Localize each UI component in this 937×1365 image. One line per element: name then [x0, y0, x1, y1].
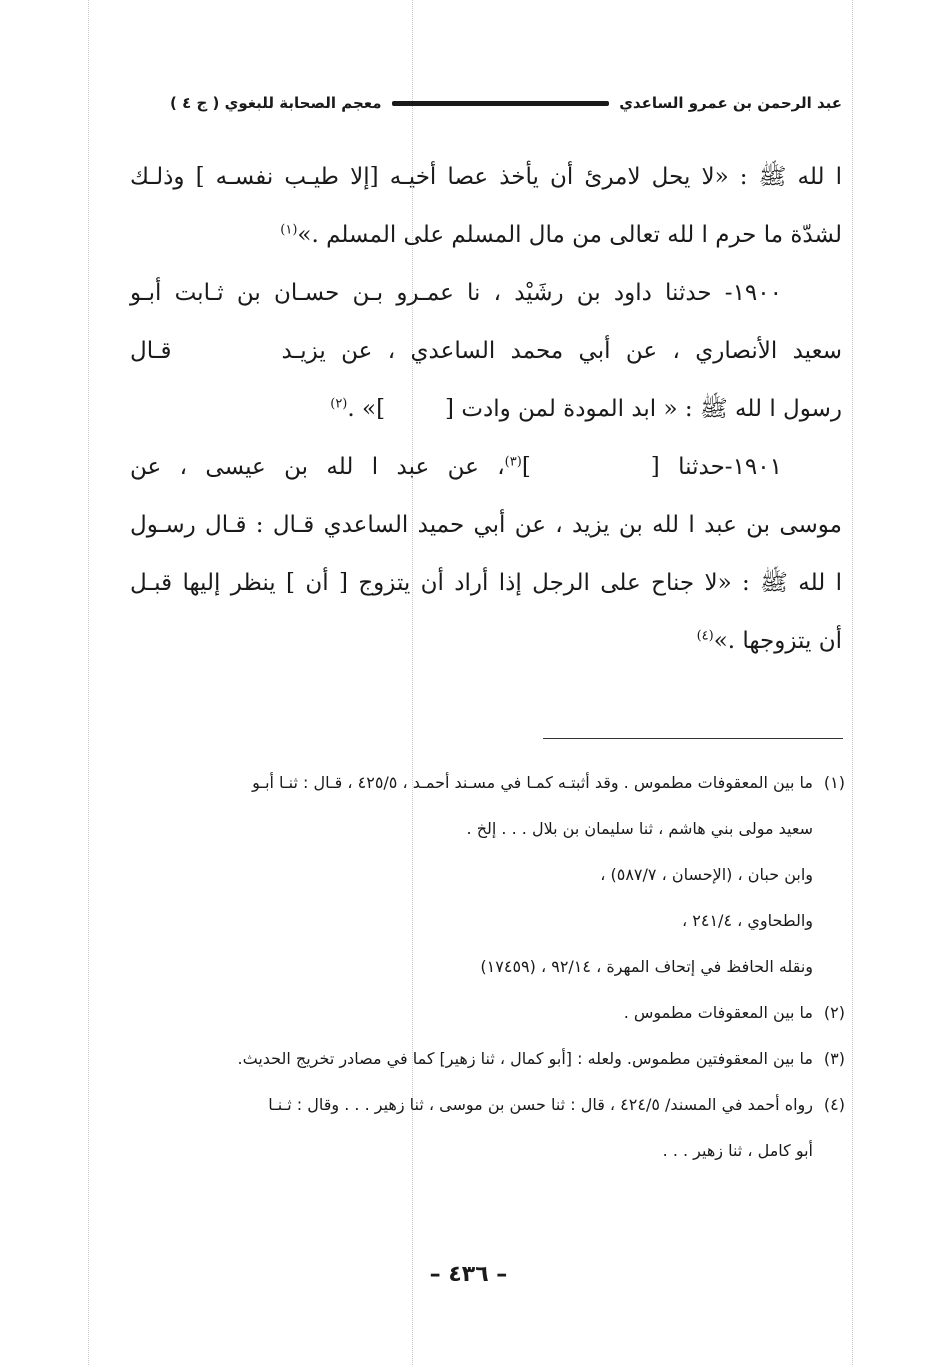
footnote-1-continued: وابن حبان ، (الإحسان ، ٥٨٧/٧) ، [600, 865, 813, 884]
footnote-number: (١) [823, 773, 845, 792]
footnote-number: (٢) [823, 1003, 845, 1022]
footnote-text: رواه أحمد في المسند/ ٤٢٤/٥ ، قال : ثنا حسن بن موسى ، ثنا زهير . . . وقال : ثـنـا [268, 1095, 813, 1114]
footnote-marker: (٤) [696, 628, 714, 644]
header-section-title: عبد الرحمن بن عمرو الساعدي [619, 94, 842, 112]
header-book-title: معجم الصحابة للبغوي ( ج ٤ ) [170, 94, 382, 112]
footnote-2 [115, 990, 845, 1036]
footnote-4-continued: أبو كامل ، ثنا زهير . . . [662, 1141, 813, 1160]
text-segment: ] [521, 454, 531, 480]
footnote-marker: (١) [280, 222, 298, 238]
footnote-1-continued: والطحاوي ، ٢٤١/٤ ، [682, 911, 813, 930]
footnote-separator [543, 738, 843, 739]
text-line: موسى بن عبد ا لله بن يزيد ، عن أبي حميد الساعدي قـال : قـال رسـول [130, 512, 842, 538]
main-text [130, 148, 842, 670]
footnote-3 [115, 1036, 845, 1082]
text-segment: قـال [130, 338, 172, 364]
text-segment: ، عن عبد ا لله بن عيسى ، عن [130, 454, 505, 480]
text-line [130, 206, 842, 264]
text-line: ا لله ﷺ : «لا جناح على الرجل إذا أراد أن يتزوج [ أن ] ينظر إليها قبـل [130, 570, 842, 596]
scan-artifact-line [852, 0, 853, 1365]
footnote-text: ما بين المعقوفات مطموس . وقد أثبتـه كمـا في مسـند أحمـد ، ٤٢٥/٥ ، قـال : ثنـا أبـو [252, 773, 813, 792]
text-segment: ١٩٠١-حدثنا [ [650, 454, 782, 480]
scan-artifact-line [88, 0, 89, 1365]
footnote-number: (٤) [823, 1095, 845, 1114]
footnote-4 [115, 1082, 845, 1128]
footnote-number: (٣) [823, 1049, 845, 1068]
footnote-text: ما بين المعقوفات مطموس . [623, 1003, 813, 1022]
text-line [130, 322, 842, 380]
page-number: – ٤٣٦ – [429, 1262, 508, 1287]
footnote-1-continued: سعيد مولى بني هاشم ، ثنا سليمان بن بلال . . . إلخ . [466, 819, 813, 838]
text-line-hadith-1901 [130, 438, 842, 496]
text-segment: ]» . [347, 396, 386, 422]
footnote-marker: (٢) [330, 396, 348, 412]
text-line [130, 380, 842, 438]
running-header [170, 88, 842, 118]
header-rule [392, 101, 610, 106]
footnote-1 [115, 760, 845, 806]
text-line-hadith-1900: ١٩٠٠- حدثنا داود بن رشَيْد ، نا عمـرو بـن حسـان بن ثـابت أبـو [130, 280, 782, 306]
footnote-marker: (٣) [504, 454, 522, 470]
text-line [130, 612, 842, 670]
footnote-text: ما بين المعقوفتين مطموس. ولعله : [أبو كمال ، ثنا زهير] كما في مصادر تخريج الحديث. [237, 1049, 813, 1068]
footnote-1-continued: ونقله الحافظ في إتحاف المهرة ، ٩٢/١٤ ، (١٧٤٥٩) [480, 957, 813, 976]
text-segment: سعيد الأنصاري ، عن أبي محمد الساعدي ، عن يزيـد [281, 338, 842, 364]
text-segment: لشدّة ما حرم ا لله تعالى من مال المسلم على المسلم .» [297, 222, 842, 248]
text-segment: رسول ا لله ﷺ : « ابد المودة لمن وادت [ [445, 396, 842, 422]
footnotes [115, 760, 845, 1174]
text-line: ا لله ﷺ : «لا يحل لامرئ أن يأخذ عصا أخيـه [إلا طيـب نفسـه ] وذلـك [130, 164, 842, 190]
text-segment: أن يتزوجها .» [713, 628, 842, 654]
